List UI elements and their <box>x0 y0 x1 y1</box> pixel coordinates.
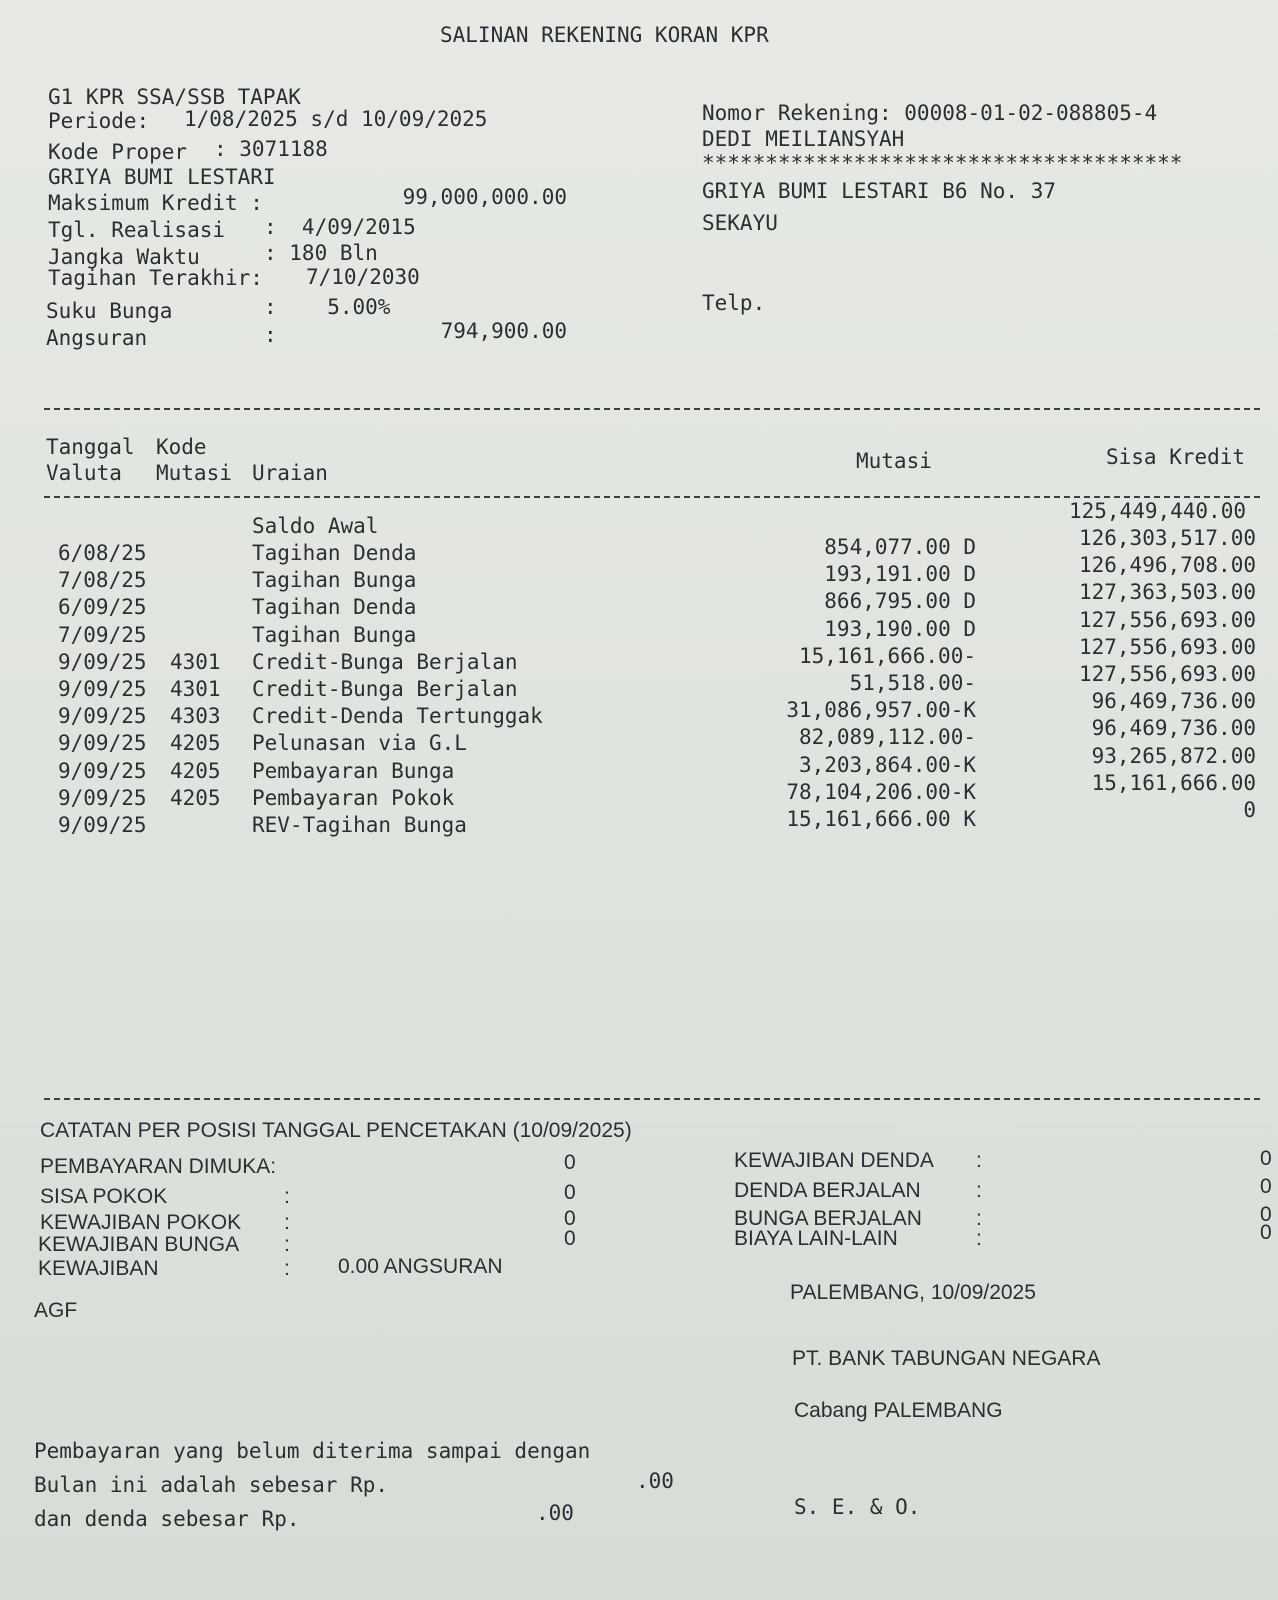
suku-bunga-value: : 5.00% <box>264 295 391 319</box>
row-uraian: Tagihan Denda <box>252 541 417 565</box>
denda-berjalan-value: 0 <box>1260 1175 1272 1198</box>
perumahan-name: GRIYA BUMI LESTARI <box>48 165 276 189</box>
row-tanggal: 6/09/25 <box>58 595 147 620</box>
row-kode: 4301 <box>170 649 221 674</box>
maksimum-kredit-value: 99,000,000.00 <box>402 185 567 209</box>
catatan-title: CATATAN PER POSISI TANGGAL PENCETAKAN (10/09/2025) <box>40 1119 632 1142</box>
periode-label: Periode: <box>48 109 150 133</box>
kewajiban-bunga-value: 0 <box>564 1227 576 1250</box>
document-title: SALINAN REKENING KORAN KPR <box>440 23 769 47</box>
row-uraian: Pembayaran Pokok <box>252 785 455 810</box>
col-mutasi-code: Mutasi <box>156 461 232 485</box>
row-mutasi: 31,086,957.00-K <box>786 698 976 723</box>
row-mutasi: 15,161,666.00 K <box>786 807 976 831</box>
biaya-lain-colon: : <box>976 1227 982 1250</box>
row-kode: 4205 <box>170 785 221 810</box>
separator-stars: ************************************** <box>702 151 1183 175</box>
row-sisa: 126,303,517.00 <box>1078 526 1256 550</box>
note-line-2-value: .00 <box>636 1469 674 1493</box>
col-mutasi: Mutasi <box>856 449 932 473</box>
nama-nasabah: DEDI MEILIANSYAH <box>702 127 905 151</box>
row-mutasi: 193,190.00 D <box>824 616 976 641</box>
jangka-waktu-value: : 180 Bln <box>264 241 378 265</box>
row-tanggal: 7/09/25 <box>58 622 147 647</box>
tagihan-terakhir-label: Tagihan Terakhir: <box>48 266 263 290</box>
row-sisa: 93,265,872.00 <box>1091 743 1256 768</box>
saldo-awal-sisa: 125,449,440.00 <box>1068 499 1246 523</box>
row-tanggal: 9/09/25 <box>58 813 147 837</box>
pembayaran-dimuka-label: PEMBAYARAN DIMUKA: <box>40 1155 277 1178</box>
row-tanggal: 9/09/25 <box>58 677 147 701</box>
row-uraian: REV-Tagihan Bunga <box>252 813 467 837</box>
kewajiban-colon: : <box>284 1257 290 1280</box>
row-tanggal: 9/09/25 <box>58 704 147 729</box>
row-mutasi: 866,795.00 D <box>824 589 976 614</box>
row-uraian: Tagihan Denda <box>252 595 417 620</box>
kewajiban-bunga-colon: : <box>284 1233 290 1256</box>
row-sisa: 15,161,666.00 <box>1091 770 1256 795</box>
col-sisa-kredit: Sisa Kredit <box>1106 445 1246 469</box>
kota: SEKAYU <box>702 211 778 235</box>
kewajiban-label: KEWAJIBAN <box>38 1257 159 1280</box>
alamat: GRIYA BUMI LESTARI B6 No. 37 <box>702 179 1057 203</box>
divider-bottom <box>44 1098 1260 1100</box>
bunga-berjalan-colon: : <box>976 1207 982 1230</box>
row-mutasi: 193,191.00 D <box>824 562 976 587</box>
row-sisa: 96,469,736.00 <box>1091 716 1256 741</box>
row-uraian: Credit-Denda Tertunggak <box>252 704 543 729</box>
note-line-3-value: .00 <box>536 1501 574 1525</box>
row-kode: 4205 <box>170 731 221 756</box>
periode-value: 1/08/2025 s/d 10/09/2025 <box>184 107 488 131</box>
row-sisa: 127,556,693.00 <box>1078 662 1256 686</box>
denda-berjalan-colon: : <box>976 1179 982 1202</box>
col-tanggal: Tanggal <box>46 435 135 459</box>
angsuran-label: Angsuran <box>46 326 148 350</box>
pembayaran-dimuka-value: 0 <box>564 1151 576 1174</box>
angsuran-colon: : <box>264 323 277 347</box>
row-tanggal: 7/08/25 <box>58 568 147 593</box>
row-sisa: 127,556,693.00 <box>1078 607 1256 632</box>
sisa-pokok-colon: : <box>284 1185 290 1208</box>
kewajiban-denda-label: KEWAJIBAN DENDA <box>734 1149 934 1172</box>
kewajiban-pokok-colon: : <box>284 1211 290 1234</box>
row-uraian: Tagihan Bunga <box>252 568 417 593</box>
row-sisa: 126,496,708.00 <box>1078 553 1256 578</box>
row-sisa: 96,469,736.00 <box>1091 689 1256 714</box>
saldo-awal-label: Saldo Awal <box>252 514 379 538</box>
bunga-berjalan-value: 0 <box>1260 1203 1272 1226</box>
nomor-rekening: Nomor Rekening: 00008-01-02-088805-4 <box>702 101 1158 125</box>
tgl-realisasi-label: Tgl. Realisasi <box>48 218 226 242</box>
bank-name: PT. BANK TABUNGAN NEGARA <box>792 1347 1101 1370</box>
table-row <box>0 798 1278 839</box>
row-sisa: 0 <box>1243 798 1256 822</box>
operator-code: AGF <box>34 1299 78 1322</box>
row-tanggal: 9/09/25 <box>58 758 147 783</box>
note-line-1: Pembayaran yang belum diterima sampai dengan <box>34 1439 591 1463</box>
tagihan-terakhir-value: 7/10/2030 <box>306 265 420 289</box>
row-uraian: Credit-Bunga Berjalan <box>252 649 518 674</box>
place-date: PALEMBANG, 10/09/2025 <box>790 1281 1036 1304</box>
row-mutasi: 15,161,666.00- <box>798 643 976 668</box>
kewajiban-denda-value: 0 <box>1260 1147 1272 1170</box>
row-uraian: Pelunasan via G.L <box>252 731 467 756</box>
tgl-realisasi-value: : 4/09/2015 <box>264 215 416 239</box>
note-line-2: Bulan ini adalah sebesar Rp. <box>34 1473 389 1497</box>
kode-proper-value: : 3071188 <box>214 137 328 161</box>
row-mutasi: 78,104,206.00-K <box>786 779 976 804</box>
sisa-pokok-value: 0 <box>564 1181 576 1204</box>
seo-mark: S. E. & O. <box>794 1495 921 1519</box>
row-kode: 4205 <box>170 758 221 783</box>
kode-proper-label: Kode Proper <box>48 140 188 164</box>
kewajiban-denda-colon: : <box>976 1149 982 1172</box>
col-uraian: Uraian <box>252 461 328 485</box>
kewajiban-pokok-label: KEWAJIBAN POKOK <box>40 1211 242 1234</box>
row-tanggal: 9/09/25 <box>58 731 147 756</box>
row-uraian: Credit-Bunga Berjalan <box>252 677 518 701</box>
angsuran-value: 794,900.00 <box>440 319 567 343</box>
row-mutasi: 51,518.00- <box>849 671 976 695</box>
maksimum-kredit-label: Maksimum Kredit : <box>48 191 263 215</box>
divider-top <box>44 408 1260 410</box>
col-valuta: Valuta <box>46 461 122 485</box>
biaya-lain-value: 0 <box>1260 1221 1272 1244</box>
denda-berjalan-label: DENDA BERJALAN <box>734 1179 921 1202</box>
bunga-berjalan-label: BUNGA BERJALAN <box>734 1207 922 1230</box>
row-sisa: 127,363,503.00 <box>1078 580 1256 605</box>
row-tanggal: 9/09/25 <box>58 785 147 810</box>
biaya-lain-label: BIAYA LAIN-LAIN <box>734 1227 898 1250</box>
row-mutasi: 854,077.00 D <box>824 535 976 559</box>
branch-name: Cabang PALEMBANG <box>794 1399 1003 1422</box>
jangka-waktu-label: Jangka Waktu <box>48 245 200 269</box>
suku-bunga-label: Suku Bunga <box>46 299 173 323</box>
kewajiban-bunga-label: KEWAJIBAN BUNGA <box>38 1233 240 1256</box>
kewajiban-pokok-value: 0 <box>564 1207 576 1230</box>
row-kode: 4303 <box>170 704 221 729</box>
sisa-pokok-label: SISA POKOK <box>40 1185 168 1208</box>
row-kode: 4301 <box>170 677 221 701</box>
row-uraian: Pembayaran Bunga <box>252 758 455 783</box>
row-tanggal: 9/09/25 <box>58 649 147 674</box>
kewajiban-value: 0.00 ANGSURAN <box>338 1255 503 1278</box>
row-mutasi: 3,203,864.00-K <box>798 752 976 777</box>
row-uraian: Tagihan Bunga <box>252 622 417 647</box>
col-kode: Kode <box>156 435 207 459</box>
row-mutasi: 82,089,112.00- <box>798 725 976 750</box>
product-name: G1 KPR SSA/SSB TAPAK <box>48 85 301 109</box>
note-line-3: dan denda sebesar Rp. <box>34 1507 300 1531</box>
telp: Telp. <box>702 291 766 315</box>
row-tanggal: 6/08/25 <box>58 541 147 565</box>
row-sisa: 127,556,693.00 <box>1078 634 1256 659</box>
